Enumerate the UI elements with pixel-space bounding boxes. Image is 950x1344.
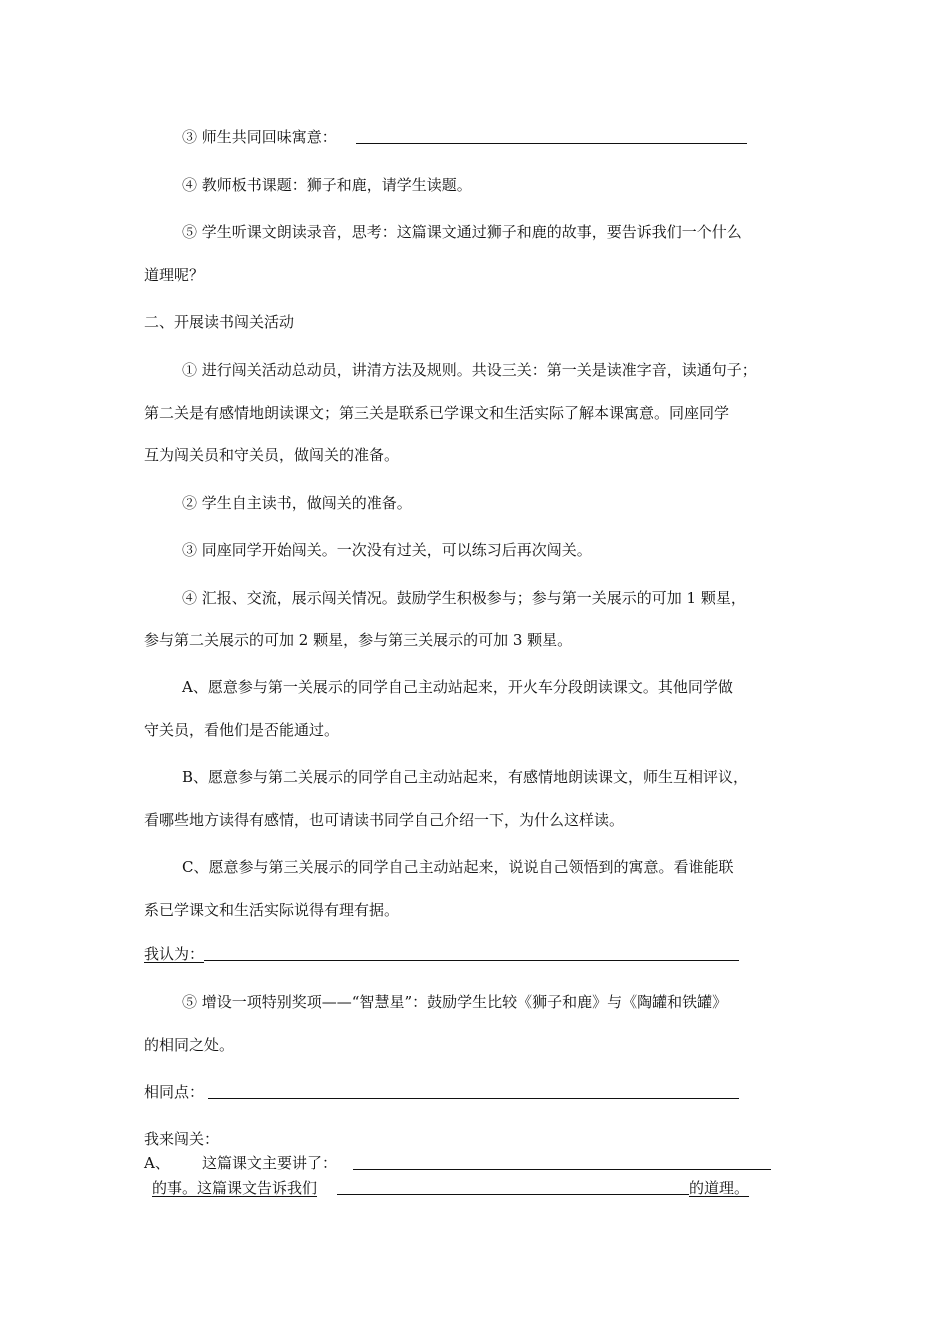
challenge-a-marker: A、 <box>144 1154 170 1172</box>
step-1-line3: 互为闯关员和守关员，做闯关的准备。 <box>144 446 400 464</box>
option-c-line1: C、愿意参与第三关展示的同学自己主动站起来，说说自己领悟到的寓意。看谁能联 <box>182 858 734 876</box>
similarity-blank[interactable] <box>208 1082 739 1099</box>
option-a-line2: 守关员，看他们是否能通过。 <box>144 721 340 739</box>
step-4-line2: 参与第二关展示的可加 2 颗星，参与第三关展示的可加 3 颗星。 <box>144 631 573 649</box>
instruction-3-text: ③ 师生共同回味寓意： <box>182 128 337 146</box>
instruction-4: ④ 教师板书课题：狮子和鹿，请学生读题。 <box>182 176 472 194</box>
step-1-line2: 第二关是有感情地朗读课文；第三关是联系已学课文和生活实际了解本课寓意。同座同学 <box>144 404 730 422</box>
lesson-blank[interactable] <box>337 1178 689 1195</box>
instruction-5-line1: ⑤ 学生听课文朗读录音，思考：这篇课文通过狮子和鹿的故事，要告诉我们一个什么 <box>182 223 742 241</box>
step-3: ③ 同座同学开始闯关。一次没有过关，可以练习后再次闯关。 <box>182 541 592 559</box>
moral-answer-blank[interactable] <box>356 127 747 144</box>
option-b-line1: B、愿意参与第二关展示的同学自己主动站起来，有感情地朗读课文，师生互相评议， <box>182 768 749 786</box>
step-4-line1: ④ 汇报、交流，展示闯关情况。鼓励学生积极参与；参与第一关展示的可加 1 颗星， <box>182 589 746 607</box>
step-1-line1: ① 进行闯关活动总动员，讲清方法及规则。共设三关：第一关是读准字音，读通句子； <box>182 361 757 379</box>
step-5-line1: ⑤ 增设一项特别奖项——“智慧星”：鼓励学生比较《狮子和鹿》与《陶罐和铁罐》 <box>182 993 728 1011</box>
challenge-a-text: 这篇课文主要讲了： <box>202 1154 338 1172</box>
opinion-label: 我认为： <box>144 945 205 963</box>
instruction-5-line2: 道理呢？ <box>144 266 205 284</box>
section-heading: 二、开展读书闯关活动 <box>144 313 295 331</box>
option-c-line2: 系已学课文和生活实际说得有理有据。 <box>144 901 400 919</box>
instruction-3 <box>182 127 337 147</box>
main-content-blank[interactable] <box>353 1153 771 1170</box>
challenge-heading: 我来闯关： <box>144 1130 220 1148</box>
challenge-line2-prefix: 的事。这篇课文告诉我们 <box>152 1179 318 1197</box>
option-b-line2: 看哪些地方读得有感情，也可请读书同学自己介绍一下，为什么这样读。 <box>144 811 625 829</box>
step-5-line2: 的相同之处。 <box>144 1036 235 1054</box>
challenge-line2-suffix: 的道理。 <box>689 1179 750 1197</box>
opinion-blank[interactable] <box>204 944 739 961</box>
similarity-label: 相同点： <box>144 1083 205 1101</box>
option-a-line1: A、愿意参与第一关展示的同学自己主动站起来，开火车分段朗读课文。其他同学做 <box>182 678 733 696</box>
step-2: ② 学生自主读书，做闯关的准备。 <box>182 494 412 512</box>
